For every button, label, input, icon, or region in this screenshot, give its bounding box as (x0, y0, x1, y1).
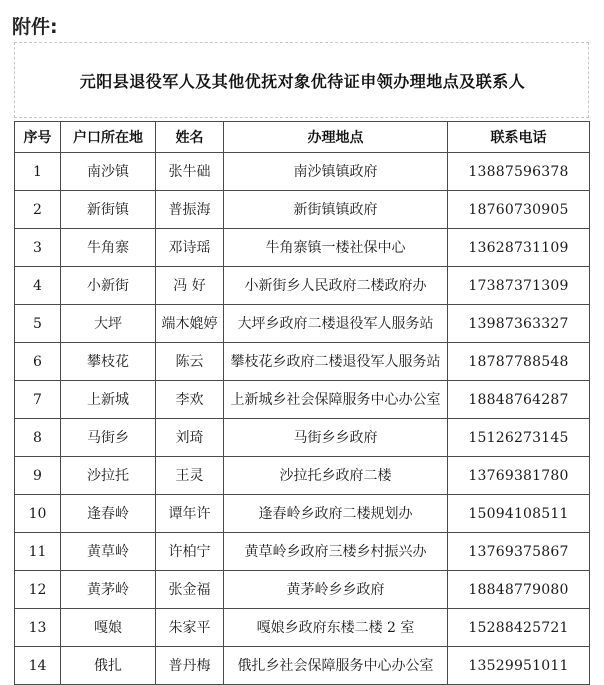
row-name: 许柏宁 (156, 533, 224, 571)
row-location: 黄茅岭乡乡政府 (224, 571, 448, 609)
attachment-label: 附件: (12, 16, 58, 38)
row-name: 普丹梅 (156, 647, 224, 685)
row-phone: 17387371309 (448, 267, 590, 305)
row-name: 张牛础 (156, 153, 224, 191)
row-residence: 新街镇 (61, 191, 156, 229)
row-phone: 13769375867 (448, 533, 590, 571)
row-residence: 黄茅岭 (61, 571, 156, 609)
table-row (15, 191, 590, 229)
row-index: 14 (15, 647, 61, 685)
contact-table (14, 121, 590, 685)
table-row (15, 419, 590, 457)
row-residence: 南沙镇 (61, 153, 156, 191)
table-row (15, 381, 590, 419)
table-row (15, 267, 590, 305)
row-residence: 牛角寨 (61, 229, 156, 267)
row-index: 4 (15, 267, 61, 305)
row-location: 俄扎乡社会保障服务中心办公室 (224, 647, 448, 685)
row-location: 嘎娘乡政府东楼二楼 2 室 (224, 609, 448, 647)
row-residence: 攀枝花 (61, 343, 156, 381)
row-phone: 18787788548 (448, 343, 590, 381)
table-row (15, 229, 590, 267)
row-phone: 18848779080 (448, 571, 590, 609)
row-phone: 18760730905 (448, 191, 590, 229)
row-phone: 13987363327 (448, 305, 590, 343)
row-index: 11 (15, 533, 61, 571)
row-index: 12 (15, 571, 61, 609)
row-location: 大坪乡政府二楼退役军人服务站 (224, 305, 448, 343)
row-index: 7 (15, 381, 61, 419)
header-name: 姓名 (156, 122, 224, 153)
row-phone: 15288425721 (448, 609, 590, 647)
row-residence: 大坪 (61, 305, 156, 343)
row-name: 王灵 (156, 457, 224, 495)
row-phone: 15126273145 (448, 419, 590, 457)
header-residence: 户口所在地 (61, 122, 156, 153)
row-location: 牛角寨镇一楼社保中心 (224, 229, 448, 267)
row-name: 张金福 (156, 571, 224, 609)
row-residence: 上新城 (61, 381, 156, 419)
table-row (15, 609, 590, 647)
row-name: 李欢 (156, 381, 224, 419)
row-index: 5 (15, 305, 61, 343)
row-phone: 13887596378 (448, 153, 590, 191)
table-row (15, 305, 590, 343)
row-name: 刘琦 (156, 419, 224, 457)
row-location: 黄草岭乡政府三楼乡村振兴办 (224, 533, 448, 571)
header-phone: 联系电话 (448, 122, 590, 153)
table-row (15, 457, 590, 495)
row-phone: 13628731109 (448, 229, 590, 267)
row-phone: 15094108511 (448, 495, 590, 533)
row-residence: 嘎娘 (61, 609, 156, 647)
row-location: 攀枝花乡政府二楼退役军人服务站 (224, 343, 448, 381)
row-name: 朱家平 (156, 609, 224, 647)
row-location: 上新城乡社会保障服务中心办公室 (224, 381, 448, 419)
row-name: 谭年许 (156, 495, 224, 533)
row-name: 陈云 (156, 343, 224, 381)
row-location: 南沙镇镇政府 (224, 153, 448, 191)
row-phone: 13769381780 (448, 457, 590, 495)
row-name: 冯 好 (156, 267, 224, 305)
table-row (15, 533, 590, 571)
row-name: 邓诗瑶 (156, 229, 224, 267)
row-residence: 逢春岭 (61, 495, 156, 533)
row-index: 13 (15, 609, 61, 647)
row-index: 2 (15, 191, 61, 229)
row-location: 新街镇镇政府 (224, 191, 448, 229)
table-row (15, 647, 590, 685)
row-residence: 黄草岭 (61, 533, 156, 571)
row-location: 马街乡乡政府 (224, 419, 448, 457)
table-header-row (15, 122, 590, 153)
table-row (15, 343, 590, 381)
table-body (15, 153, 590, 685)
document-title: 元阳县退役军人及其他优抚对象优待证申领办理地点及联系人 (79, 71, 526, 91)
table-row (15, 495, 590, 533)
row-index: 3 (15, 229, 61, 267)
row-phone: 13529951011 (448, 647, 590, 685)
table-row (15, 571, 590, 609)
row-residence: 小新街 (61, 267, 156, 305)
row-residence: 马街乡 (61, 419, 156, 457)
title-box (14, 42, 589, 118)
row-index: 9 (15, 457, 61, 495)
header-index: 序号 (15, 122, 61, 153)
row-index: 1 (15, 153, 61, 191)
row-name: 普振海 (156, 191, 224, 229)
row-location: 沙拉托乡政府二楼 (224, 457, 448, 495)
row-location: 小新街乡人民政府二楼政府办 (224, 267, 448, 305)
header-location: 办理地点 (224, 122, 448, 153)
row-index: 6 (15, 343, 61, 381)
row-residence: 沙拉托 (61, 457, 156, 495)
row-index: 10 (15, 495, 61, 533)
row-index: 8 (15, 419, 61, 457)
table-row (15, 153, 590, 191)
row-location: 逢春岭乡政府二楼规划办 (224, 495, 448, 533)
row-residence: 俄扎 (61, 647, 156, 685)
row-phone: 18848764287 (448, 381, 590, 419)
row-name: 端木媲婷 (156, 305, 224, 343)
